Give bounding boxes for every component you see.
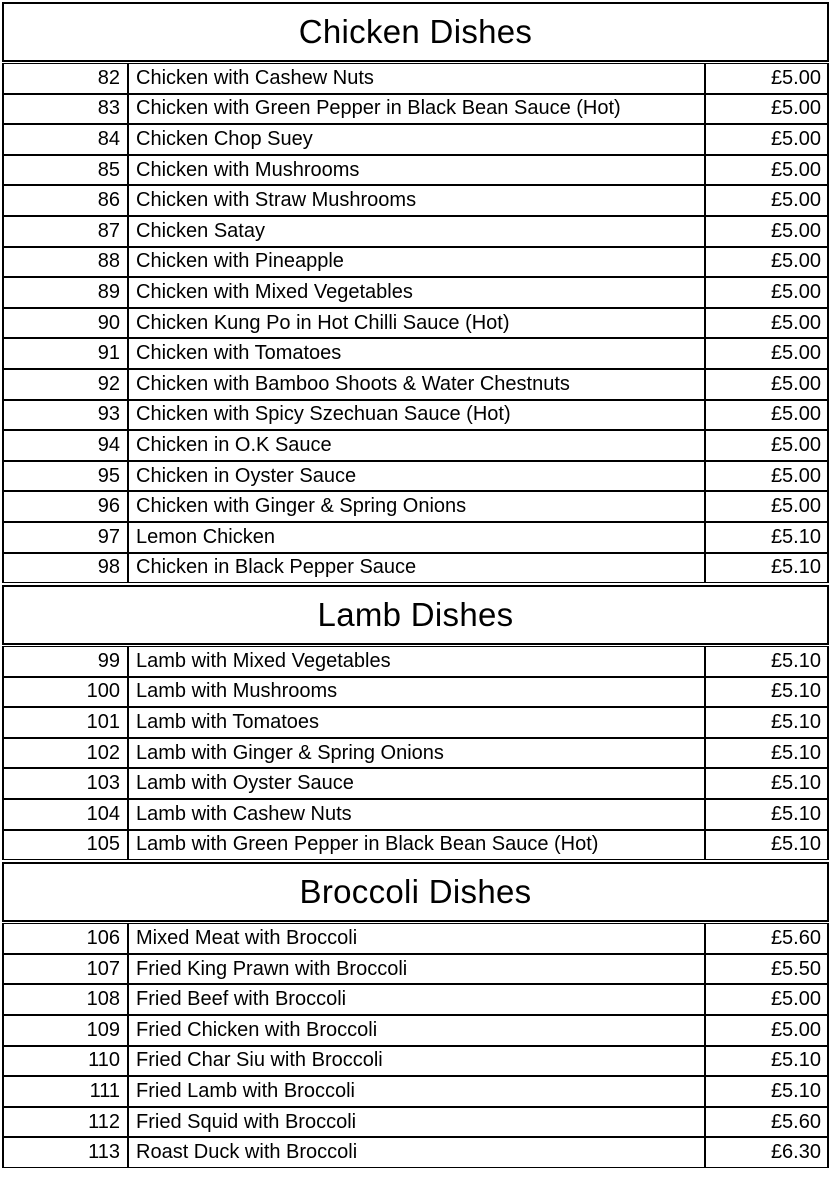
item-price: £5.00 xyxy=(706,985,829,1014)
item-name: Lemon Chicken xyxy=(127,523,706,552)
item-name: Fried Lamb with Broccoli xyxy=(127,1077,706,1106)
item-price: £5.10 xyxy=(706,554,829,583)
item-name: Lamb with Green Pepper in Black Bean Sauce (Hot) xyxy=(127,831,706,860)
menu-item-row xyxy=(2,247,829,278)
item-number: 102 xyxy=(2,739,127,768)
item-price: £6.30 xyxy=(706,1138,829,1167)
item-number: 83 xyxy=(2,95,127,124)
item-name: Chicken with Bamboo Shoots & Water Chestnuts xyxy=(127,370,706,399)
item-number: 100 xyxy=(2,678,127,707)
item-number: 106 xyxy=(2,924,127,953)
item-number: 107 xyxy=(2,955,127,984)
item-name: Mixed Meat with Broccoli xyxy=(127,924,706,953)
section-rows xyxy=(2,923,829,1168)
item-price: £5.00 xyxy=(706,492,829,521)
menu-item-row xyxy=(2,430,829,461)
section-title: Lamb Dishes xyxy=(317,596,514,634)
menu-item-row xyxy=(2,277,829,308)
item-price: £5.10 xyxy=(706,1077,829,1106)
item-price: £5.00 xyxy=(706,278,829,307)
section-header xyxy=(2,2,829,62)
item-name: Chicken with Green Pepper in Black Bean Sauce (Hot) xyxy=(127,95,706,124)
item-price: £5.10 xyxy=(706,739,829,768)
item-price: £5.00 xyxy=(706,339,829,368)
item-price: £5.60 xyxy=(706,924,829,953)
item-name: Chicken with Pineapple xyxy=(127,248,706,277)
item-number: 87 xyxy=(2,217,127,246)
item-name: Lamb with Cashew Nuts xyxy=(127,800,706,829)
menu-item-row xyxy=(2,308,829,339)
menu-item-row xyxy=(2,369,829,400)
item-number: 92 xyxy=(2,370,127,399)
item-name: Chicken Chop Suey xyxy=(127,125,706,154)
menu-item-row xyxy=(2,155,829,186)
item-number: 108 xyxy=(2,985,127,1014)
item-number: 105 xyxy=(2,831,127,860)
item-number: 94 xyxy=(2,431,127,460)
menu-item-row xyxy=(2,1107,829,1138)
section-header xyxy=(2,862,829,922)
item-price: £5.10 xyxy=(706,647,829,676)
menu-item-row xyxy=(2,677,829,708)
item-name: Lamb with Ginger & Spring Onions xyxy=(127,739,706,768)
item-number: 96 xyxy=(2,492,127,521)
item-number: 91 xyxy=(2,339,127,368)
item-name: Lamb with Tomatoes xyxy=(127,708,706,737)
item-name: Chicken Satay xyxy=(127,217,706,246)
menu-table xyxy=(2,2,829,1168)
menu-section xyxy=(2,862,829,1168)
menu-item-row xyxy=(2,491,829,522)
item-name: Chicken with Mixed Vegetables xyxy=(127,278,706,307)
menu-item-row xyxy=(2,646,829,677)
item-number: 88 xyxy=(2,248,127,277)
item-number: 90 xyxy=(2,309,127,338)
item-price: £5.00 xyxy=(706,431,829,460)
item-number: 112 xyxy=(2,1108,127,1137)
menu-item-row xyxy=(2,738,829,769)
item-price: £5.10 xyxy=(706,523,829,552)
item-name: Chicken with Straw Mushrooms xyxy=(127,186,706,215)
item-name: Fried Squid with Broccoli xyxy=(127,1108,706,1137)
menu-item-row xyxy=(2,1015,829,1046)
item-price: £5.00 xyxy=(706,401,829,430)
item-name: Chicken in Oyster Sauce xyxy=(127,462,706,491)
menu-item-row xyxy=(2,707,829,738)
section-title: Broccoli Dishes xyxy=(299,873,532,911)
item-price: £5.60 xyxy=(706,1108,829,1137)
item-number: 93 xyxy=(2,401,127,430)
menu-item-row xyxy=(2,553,829,584)
menu-item-row xyxy=(2,984,829,1015)
item-price: £5.00 xyxy=(706,95,829,124)
item-number: 97 xyxy=(2,523,127,552)
item-price: £5.00 xyxy=(706,156,829,185)
item-price: £5.00 xyxy=(706,309,829,338)
menu-item-row xyxy=(2,923,829,954)
item-number: 103 xyxy=(2,769,127,798)
item-price: £5.00 xyxy=(706,462,829,491)
item-number: 98 xyxy=(2,554,127,583)
item-price: £5.10 xyxy=(706,708,829,737)
item-name: Chicken Kung Po in Hot Chilli Sauce (Hot) xyxy=(127,309,706,338)
item-price: £5.10 xyxy=(706,769,829,798)
menu-item-row xyxy=(2,63,829,94)
menu-item-row xyxy=(2,1046,829,1077)
menu-item-row xyxy=(2,185,829,216)
item-price: £5.00 xyxy=(706,370,829,399)
item-number: 86 xyxy=(2,186,127,215)
item-name: Fried Chicken with Broccoli xyxy=(127,1016,706,1045)
item-price: £5.10 xyxy=(706,800,829,829)
item-price: £5.00 xyxy=(706,186,829,215)
item-number: 101 xyxy=(2,708,127,737)
item-price: £5.50 xyxy=(706,955,829,984)
section-rows xyxy=(2,646,829,860)
item-number: 85 xyxy=(2,156,127,185)
item-price: £5.10 xyxy=(706,831,829,860)
item-name: Chicken in O.K Sauce xyxy=(127,431,706,460)
item-price: £5.00 xyxy=(706,64,829,93)
item-price: £5.00 xyxy=(706,125,829,154)
menu-item-row xyxy=(2,799,829,830)
menu-item-row xyxy=(2,830,829,861)
item-name: Fried Char Siu with Broccoli xyxy=(127,1047,706,1076)
menu-section xyxy=(2,585,829,860)
item-name: Roast Duck with Broccoli xyxy=(127,1138,706,1167)
menu-section xyxy=(2,2,829,583)
item-number: 99 xyxy=(2,647,127,676)
item-name: Lamb with Mushrooms xyxy=(127,678,706,707)
item-number: 109 xyxy=(2,1016,127,1045)
item-number: 89 xyxy=(2,278,127,307)
item-name: Chicken in Black Pepper Sauce xyxy=(127,554,706,583)
item-name: Fried Beef with Broccoli xyxy=(127,985,706,1014)
menu-item-row xyxy=(2,522,829,553)
item-name: Chicken with Cashew Nuts xyxy=(127,64,706,93)
item-number: 104 xyxy=(2,800,127,829)
menu-item-row xyxy=(2,216,829,247)
item-name: Chicken with Spicy Szechuan Sauce (Hot) xyxy=(127,401,706,430)
item-price: £5.00 xyxy=(706,1016,829,1045)
menu-item-row xyxy=(2,338,829,369)
menu-item-row xyxy=(2,461,829,492)
item-name: Lamb with Mixed Vegetables xyxy=(127,647,706,676)
section-rows xyxy=(2,63,829,583)
menu-item-row xyxy=(2,1076,829,1107)
section-title: Chicken Dishes xyxy=(298,13,533,50)
item-number: 84 xyxy=(2,125,127,154)
menu-item-row xyxy=(2,124,829,155)
item-name: Lamb with Oyster Sauce xyxy=(127,769,706,798)
item-price: £5.00 xyxy=(706,217,829,246)
item-name: Chicken with Tomatoes xyxy=(127,339,706,368)
menu-item-row xyxy=(2,1137,829,1168)
item-price: £5.00 xyxy=(706,248,829,277)
item-number: 113 xyxy=(2,1138,127,1167)
item-number: 95 xyxy=(2,462,127,491)
item-name: Chicken with Mushrooms xyxy=(127,156,706,185)
menu-item-row xyxy=(2,400,829,431)
item-price: £5.10 xyxy=(706,1047,829,1076)
item-number: 82 xyxy=(2,64,127,93)
section-header xyxy=(2,585,829,645)
item-price: £5.10 xyxy=(706,678,829,707)
menu-item-row xyxy=(2,768,829,799)
menu-item-row xyxy=(2,94,829,125)
item-number: 111 xyxy=(2,1077,127,1106)
menu-item-row xyxy=(2,954,829,985)
item-number: 110 xyxy=(2,1047,127,1076)
item-name: Fried King Prawn with Broccoli xyxy=(127,955,706,984)
item-name: Chicken with Ginger & Spring Onions xyxy=(127,492,706,521)
